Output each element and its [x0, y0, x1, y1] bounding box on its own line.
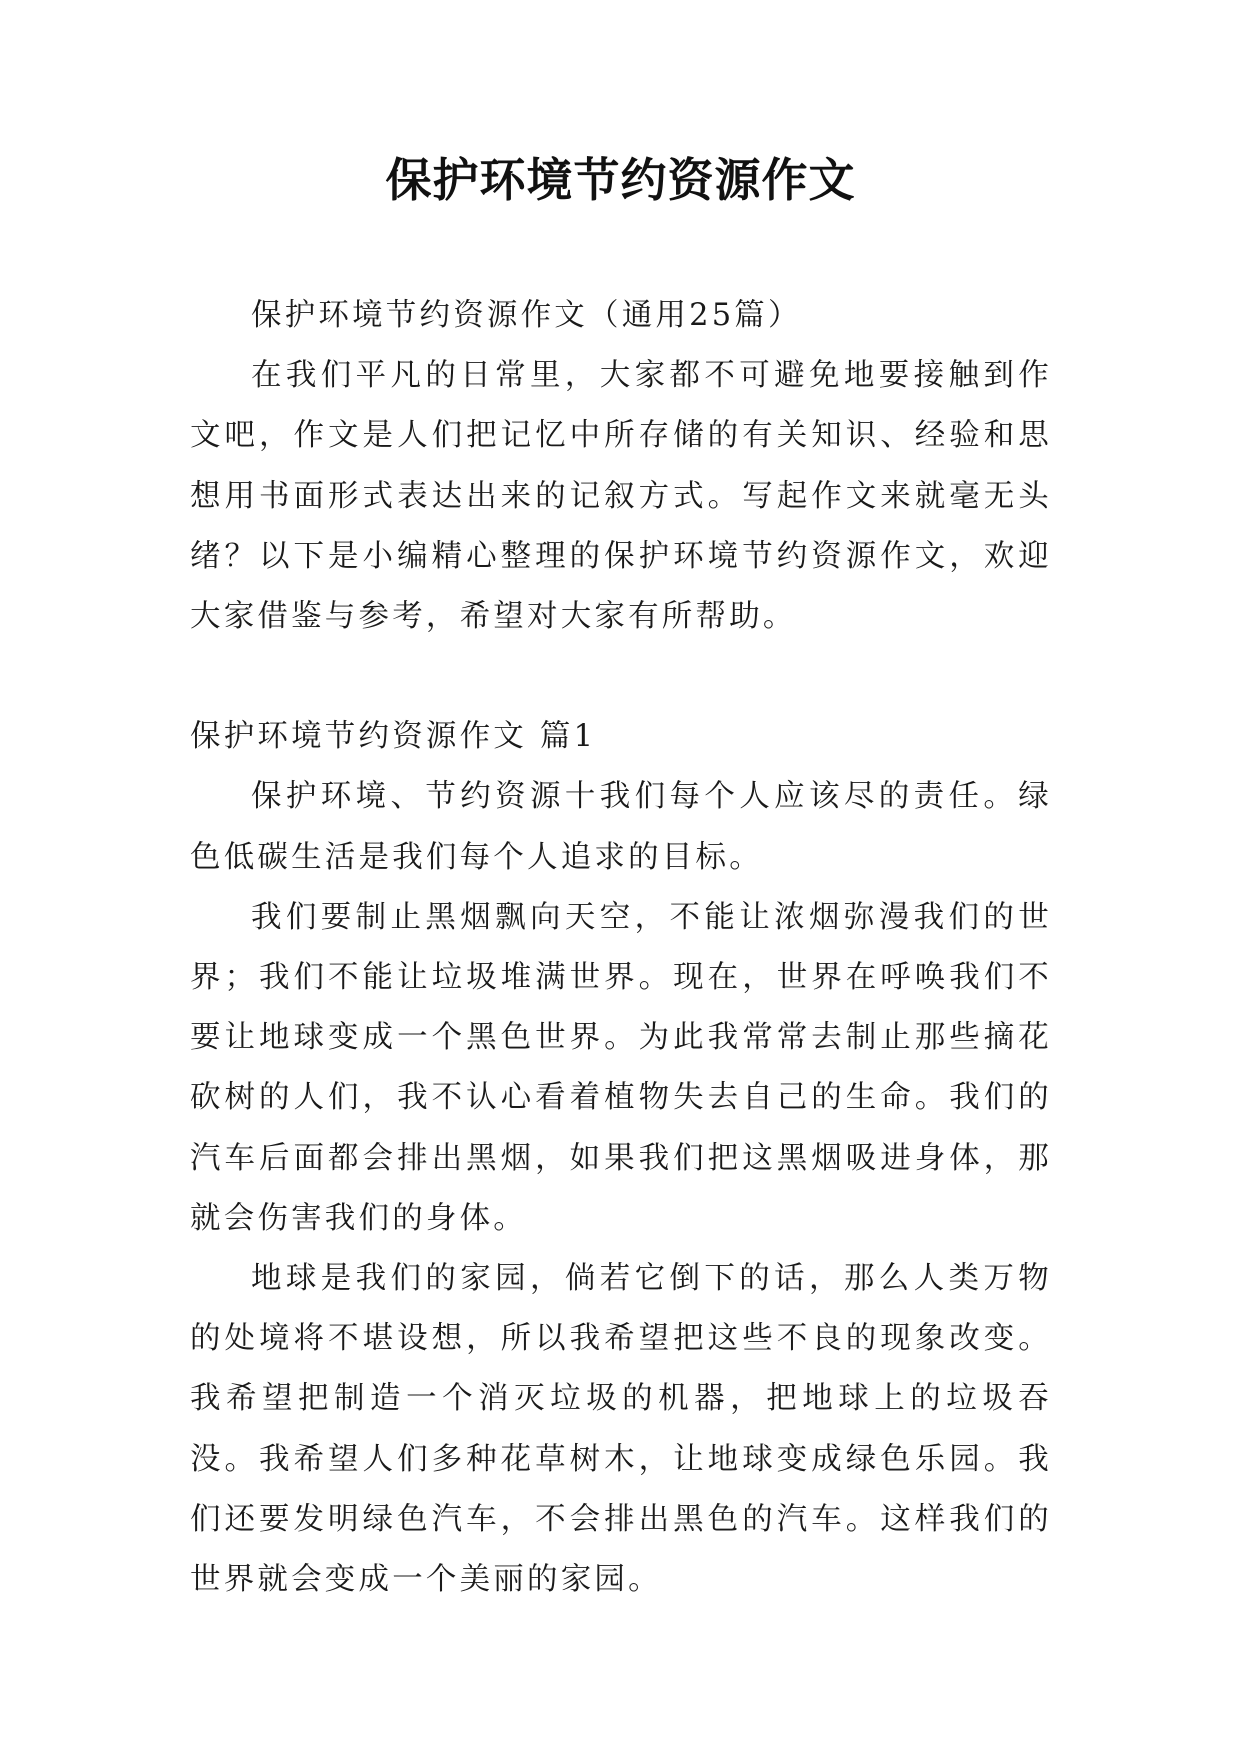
document-title: 保护环境节约资源作文 — [385, 153, 856, 207]
document-body — [190, 286, 1052, 1610]
intro-paragraph: 在我们平凡的日常里，大家都不可避免地要接触到作文吧，作文是人们把记忆中所存储的有关知识、经验和思想用书面形式表达出来的记叙方式。写起作文来就毫无头绪？以下是小编精心整理的保护环境节约资源作文，欢迎大家借鉴与参考，希望对大家有所帮助。 — [190, 358, 1052, 635]
section-heading: 保护环境节约资源作文 篇1 — [190, 719, 597, 755]
body-paragraph: 我们要制止黑烟飘向天空，不能让浓烟弥漫我们的世界；我们不能让垃圾堆满世界。现在，世界在呼唤我们不要让地球变成一个黑色世界。为此我常常去制止那些摘花砍树的人们，我不认心看着植物失去自己的生命。我们的汽车后面都会排出黑烟，如果我们把这黑烟吸进身体，那就会伤害我们的身体。 — [190, 899, 1052, 1236]
body-paragraph: 地球是我们的家园，倘若它倒下的话，那么人类万物的处境将不堪设想，所以我希望把这些不良的现象改变。我希望把制造一个消灭垃圾的机器，把地球上的垃圾吞没。我希望人们多种花草树木，让地球变成绿色乐园。我们还要发明绿色汽车，不会排出黑色的汽车。这样我们的世界就会变成一个美丽的家园。 — [190, 1261, 1052, 1598]
document-subtitle: 保护环境节约资源作文（通用25篇） — [251, 298, 802, 333]
body-paragraph: 保护环境、节约资源十我们每个人应该尽的责任。绿色低碳生活是我们每个人追求的目标。 — [190, 779, 1052, 875]
